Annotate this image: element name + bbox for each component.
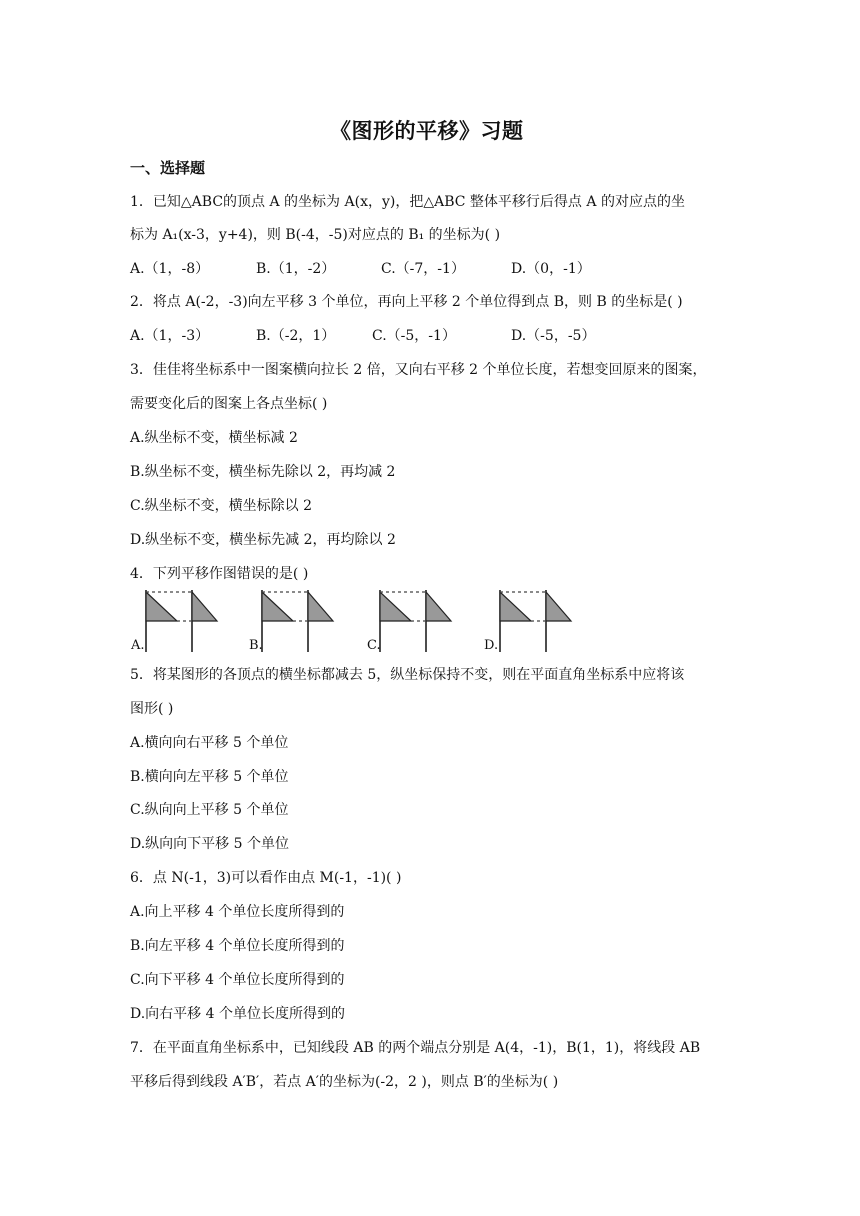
question-1-option-d: D.（0，-1） bbox=[511, 261, 591, 277]
page-title: 《图形的平移》习题 bbox=[330, 119, 524, 143]
flag-label-a: A. bbox=[131, 638, 145, 653]
flag-figure-b bbox=[256, 588, 336, 652]
question-7-line-1: 7．在平面直角坐标系中，已知线段 AB 的两个端点分别是 A(4，-1)，B(1，1)，将线段 AB bbox=[130, 1040, 701, 1056]
question-5-option-a: A.横向向右平移 5 个单位 bbox=[130, 735, 289, 751]
question-3-option-d: D.纵坐标不变，横坐标先减 2，再均除以 2 bbox=[130, 532, 396, 548]
question-5-option-c: C.纵向向上平移 5 个单位 bbox=[130, 802, 289, 818]
question-1-line-1: 1．已知△ABC的顶点 A 的坐标为 A(x，y)，把△ABC 整体平移行后得点 A 的对应点的坐 bbox=[130, 194, 685, 210]
question-6-option-a: A.向上平移 4 个单位长度所得到的 bbox=[130, 904, 345, 920]
question-1-option-a: A.（1，-8） bbox=[130, 261, 210, 277]
question-7-line-2: 平移后得到线段 A′B′，若点 A′的坐标为(-2，2 )，则点 B′的坐标为( ) bbox=[130, 1074, 559, 1090]
question-5-option-b: B.横向向左平移 5 个单位 bbox=[130, 769, 289, 785]
question-3-line-2: 需要变化后的图案上各点坐标( ) bbox=[130, 396, 328, 412]
question-1-option-c: C.（-7，-1） bbox=[381, 261, 465, 277]
section-heading: 一、选择题 bbox=[130, 159, 206, 177]
flag-figure-a bbox=[140, 588, 220, 652]
question-3-option-b: B.纵坐标不变，横坐标先除以 2，再均减 2 bbox=[130, 464, 396, 480]
flag-label-c: C. bbox=[367, 638, 381, 653]
question-5-option-d: D.纵向向下平移 5 个单位 bbox=[130, 836, 289, 852]
question-6-option-b: B.向左平移 4 个单位长度所得到的 bbox=[130, 938, 345, 954]
question-2-option-c: C.（-5，-1） bbox=[372, 328, 456, 344]
question-5-line-2: 图形( ) bbox=[130, 701, 174, 717]
question-6-option-d: D.向右平移 4 个单位长度所得到的 bbox=[130, 1006, 345, 1022]
question-2-line-1: 2．将点 A(-2，-3)向左平移 3 个单位，再向上平移 2 个单位得到点 B，则 B 的坐标是( ) bbox=[130, 294, 683, 310]
question-2-option-a: A.（1，-3） bbox=[130, 328, 210, 344]
question-6-line-1: 6．点 N(-1，3)可以看作由点 M(-1，-1)( ) bbox=[130, 870, 402, 886]
question-5-line-1: 5．将某图形的各顶点的横坐标都减去 5，纵坐标保持不变，则在平面直角坐标系中应将该 bbox=[130, 667, 685, 683]
flag-figure-c bbox=[374, 588, 454, 652]
question-3-option-a: A.纵坐标不变，横坐标减 2 bbox=[130, 430, 298, 446]
flag-label-b: B. bbox=[249, 638, 263, 653]
question-1-line-2: 标为 A₁(x-3，y+4)，则 B(-4，-5)对应点的 B₁ 的坐标为( ) bbox=[130, 227, 501, 243]
question-2-option-d: D.（-5，-5） bbox=[511, 328, 596, 344]
question-3-line-1: 3．佳佳将坐标系中一图案横向拉长 2 倍，又向右平移 2 个单位长度，若想变回原来的图案， bbox=[130, 362, 707, 378]
question-4-line-1: 4．下列平移作图错误的是( ) bbox=[130, 566, 309, 582]
question-3-option-c: C.纵坐标不变，横坐标除以 2 bbox=[130, 498, 313, 514]
question-6-option-c: C.向下平移 4 个单位长度所得到的 bbox=[130, 972, 345, 988]
flag-figure-d bbox=[494, 588, 574, 652]
question-2-option-b: B.（-2，1） bbox=[256, 328, 336, 344]
question-1-option-b: B.（1，-2） bbox=[256, 261, 336, 277]
flag-label-d: D. bbox=[484, 638, 499, 653]
